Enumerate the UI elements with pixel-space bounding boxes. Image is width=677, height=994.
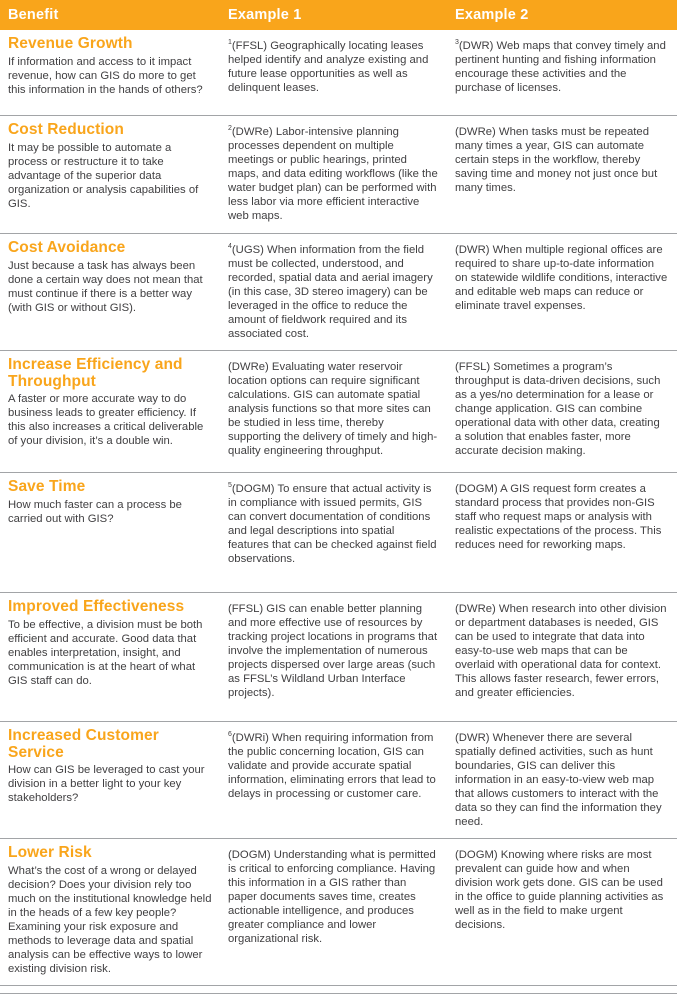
example2-cell: [452, 240, 677, 341]
table-row: [0, 233, 677, 350]
benefit-title: Increase Efficiency and Throughput: [8, 356, 183, 390]
footnote-ref: 2: [228, 125, 232, 133]
benefit-title: Increased Customer Service: [8, 727, 159, 761]
benefit-description: Just because a task has always been done a certain way does not mean that must continue if there is a better way (with GIS or without GIS).: [8, 259, 203, 314]
example1-cell: [225, 599, 452, 712]
table-row: [0, 30, 677, 115]
example1-cell: [225, 845, 452, 976]
benefit-cell: [0, 845, 225, 976]
benefit-cell: [0, 36, 225, 106]
benefit-title: Save Time: [8, 478, 86, 495]
example2-text: (DWR) When multiple regional offices are required to share up-to-date information on statewide wildlife conditions, interactive and editable web maps can reduce or eliminate travel expenses.: [455, 244, 668, 312]
benefit-description: It may be possible to automate a process or restructure it to take advantage of the superior data organization or analysis capabilities of GIS.: [8, 141, 199, 210]
example1-text: $^6$(DWRi) When requiring information from the public concerning location, GIS can validate and provide accurate spatial information, eliminating errors that lead to delays in processing or customer care.: [228, 731, 436, 800]
example1-text: (DWRe) Evaluating water reservoir location options can require significant calculations. GIS can automate spatial analysis functions so that more sites can be studied in less time, thereby supporting the delivery of timely and high-quality engineering throughput.: [228, 361, 438, 457]
benefit-description: A faster or more accurate way to do business leads to greater efficiency. If this also increases a critical deliverable of your division, it’s a double win.: [8, 393, 204, 447]
footnote-ref: 1: [228, 39, 232, 47]
example1-text: $^1$(FFSL) Geographically locating leases helped identify and analyze existing and future lease opportunities as well as delinquent leases.: [228, 39, 429, 94]
benefit-cell: [0, 599, 225, 712]
column-header-benefit: Benefit: [8, 7, 59, 23]
example1-cell: [225, 479, 452, 583]
benefit-cell: [0, 122, 225, 224]
table-header-row: [0, 0, 677, 30]
footnote-ref: 3: [455, 39, 459, 47]
example1-cell: [225, 728, 452, 829]
benefit-cell: [0, 240, 225, 341]
table-row: [0, 115, 677, 233]
benefit-title: Cost Avoidance: [8, 239, 126, 256]
benefit-cell: [0, 357, 225, 463]
example2-text: (FFSL) Sometimes a program’s throughput is data-driven decisions, such as a yes/no determination for a lease or change application. GIS can combine operational data with other data, creating a solution that enables faster, more accurate decision making.: [455, 361, 661, 457]
column-header-example2: Example 2: [455, 7, 529, 23]
benefit-cell: [0, 479, 225, 583]
footnote-ref: 5: [228, 482, 232, 490]
table-bottom-rule: [0, 985, 677, 994]
example2-cell: [452, 36, 677, 106]
table-row: [0, 350, 677, 472]
example2-cell: [452, 479, 677, 583]
example1-text: (DOGM) Understanding what is permitted is critical to enforcing compliance. Having this information in a GIS rather than paper documents saves time, creates actionable intelligence, and produces greater compliance and lower organizational risk.: [228, 849, 436, 945]
example2-text: (DWRe) When tasks must be repeated many times a year, GIS can automate certain steps in the workflow, thereby saving time and money not just once but many times.: [455, 126, 658, 194]
benefit-title: Revenue Growth: [8, 35, 133, 52]
column-header-example1: Example 1: [228, 7, 302, 23]
benefit-title: Improved Effectiveness: [8, 598, 185, 615]
benefit-cell: [0, 728, 225, 829]
benefit-description: What’s the cost of a wrong or delayed decision? Does your division rely too much on the institutional knowledge held in the heads of a few key people? Examining your risk exposure and methods to leverage data and spatial analysis can be effective ways to lower existing division risk.: [8, 864, 212, 975]
example1-cell: [225, 357, 452, 463]
benefit-description: To be effective, a division must be both efficient and accurate. Good data that enables interpretation, insight, and communication is at the heart of what GIS staff can do.: [8, 618, 203, 687]
example2-cell: [452, 599, 677, 712]
example2-cell: [452, 357, 677, 463]
benefit-description: How can GIS be leveraged to cast your division in a better light to your key stakeholders?: [8, 764, 205, 804]
table-row: [0, 721, 677, 838]
benefit-title: Cost Reduction: [8, 121, 124, 138]
table-row: [0, 472, 677, 592]
example2-text: (DWRe) When research into other division or department databases is needed, GIS can be used to integrate that data into easy-to-use web maps that can be overlaid with operational data for context. This allows faster research, fewer errors, and greater efficiencies.: [455, 603, 667, 699]
example2-text: $^3$(DWR) Web maps that convey timely and pertinent hunting and fishing information encourage these activities and the purchase of licenses.: [455, 39, 666, 94]
benefit-description: How much faster can a process be carried out with GIS?: [8, 498, 182, 525]
example2-cell: [452, 845, 677, 976]
example2-text: (DOGM) A GIS request form creates a standard process that provides non-GIS staff who request maps or analysis with realistic expectations of the process. This reduces need for reworking maps.: [455, 483, 662, 551]
example1-cell: [225, 240, 452, 341]
example2-text: (DWR) Whenever there are several spatially defined activities, such as hunt boundaries, GIS can deliver this information in an easy-to-view web map that allows customers to interact with the data so they can find the information they need.: [455, 732, 662, 828]
example1-text: $^2$(DWRe) Labor-intensive planning processes dependent on multiple meetings or public hearings, printed maps, and data editing workflows (like the water budget plan) can be performed with less labor via more efficient interactive web maps.: [228, 125, 438, 222]
footnote-ref: 6: [228, 731, 232, 739]
example2-text: (DOGM) Knowing where risks are most prevalent can guide how and when division work gets done. GIS can be used in the office to guide planning activities as well as in the field to make urgent decisions.: [455, 849, 664, 931]
example1-text: $^4$(UGS) When information from the field must be collected, understood, and recorded, spatial data and aerial imagery (in this case, 3D stereo imagery) can be leveraged in the office to reduce the amount of fieldwork required and its associated cost.: [228, 243, 433, 340]
benefit-description: If information and access to it impact revenue, how can GIS do more to get this information in the hands of others?: [8, 55, 203, 96]
example2-cell: [452, 728, 677, 829]
example1-text: (FFSL) GIS can enable better planning and more effective use of resources by tracking project locations in programs that involve the implementation of numerous projects dispersed over large areas (such as FFSL’s Wildland Urban Interface projects).: [228, 603, 438, 699]
example2-cell: [452, 122, 677, 224]
table-row: [0, 592, 677, 721]
footnote-ref: 4: [228, 243, 232, 251]
benefit-title: Lower Risk: [8, 844, 92, 861]
example1-cell: [225, 36, 452, 106]
example1-cell: [225, 122, 452, 224]
example1-text: $^5$(DOGM) To ensure that actual activity is in compliance with issued permits, GIS can convert documentation of conditions and legal descriptions into spatial features that can be checked against field observations.: [228, 482, 437, 565]
table-row: [0, 838, 677, 985]
